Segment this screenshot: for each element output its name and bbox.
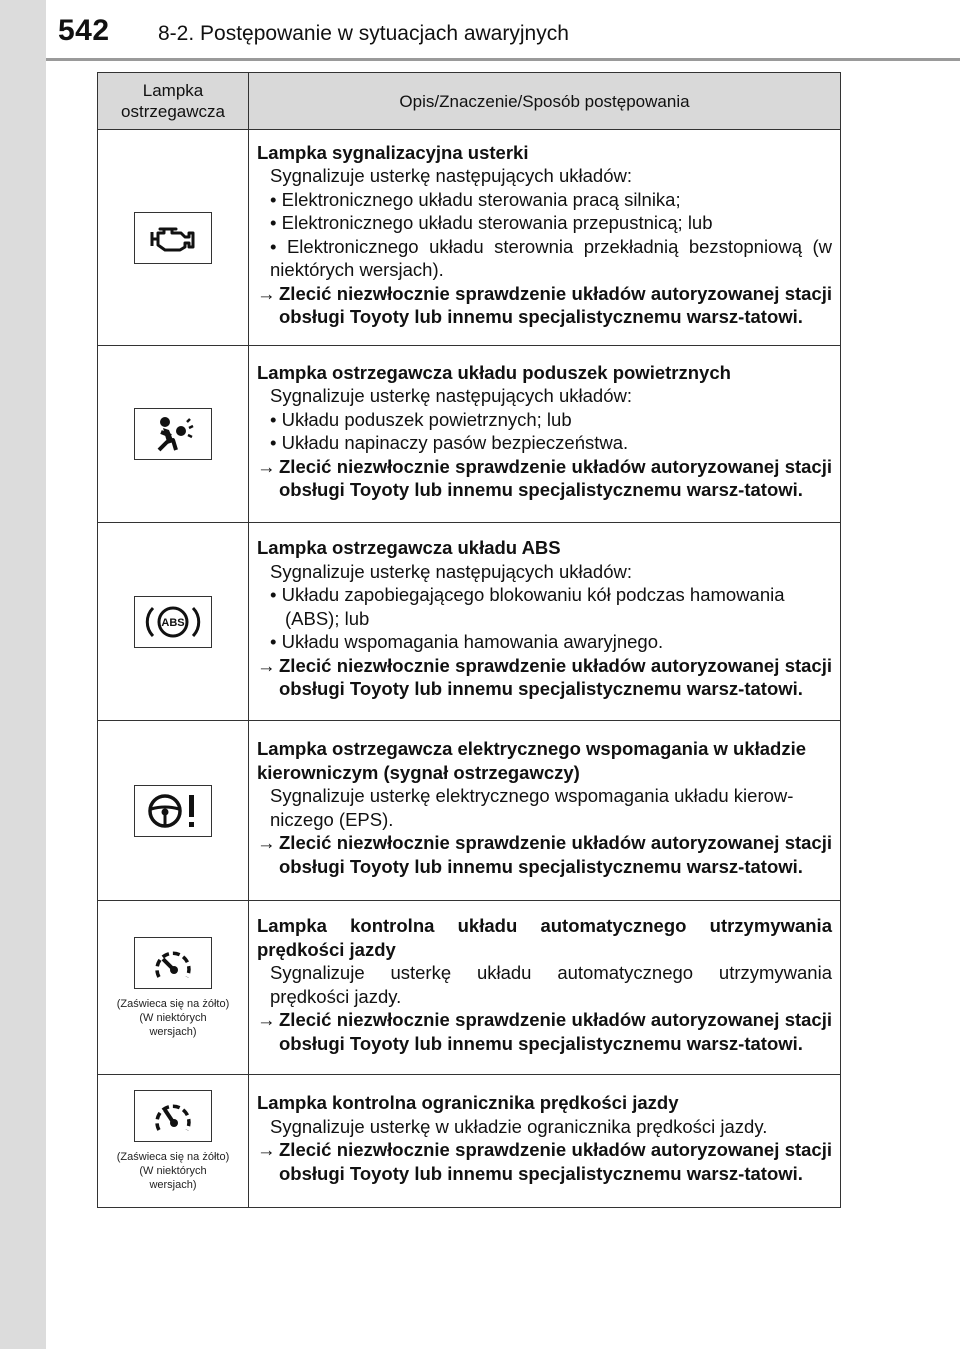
entry-intro: Sygnalizuje usterkę następujących układów: — [270, 560, 632, 582]
table-row — [98, 721, 841, 901]
icon-note-line: (Zaświeca się na żółto) — [116, 997, 230, 1010]
table-header-row — [98, 73, 841, 130]
action-text: Zlecić niezwłocznie sprawdzenie układów autoryzowanej stacji obsługi Toyoty lub innemu specjalistycznemu warsz-tatowi. — [279, 455, 832, 500]
cruise-control-icon — [145, 943, 201, 983]
action-instruction — [257, 1008, 832, 1055]
description-cell — [249, 130, 841, 346]
description-cell — [249, 901, 841, 1075]
abs-warning-icon — [141, 600, 205, 644]
action-instruction — [257, 455, 832, 502]
action-instruction — [257, 282, 832, 329]
action-instruction — [257, 831, 832, 878]
icon-note-line: (W niektórych — [139, 1011, 207, 1024]
icon-frame — [134, 408, 212, 460]
table-row — [98, 346, 841, 523]
table-row — [98, 901, 841, 1075]
list-item: • Układu poduszek powietrznych; lub — [270, 408, 572, 430]
list-item: • Elektronicznego układu sterowania pracą silnika; — [270, 188, 681, 210]
table-row — [98, 523, 841, 721]
page-margin-band — [0, 0, 46, 1349]
page-header — [46, 0, 960, 61]
speed-limiter-icon — [145, 1096, 201, 1136]
description-cell — [249, 346, 841, 523]
warning-lights-table-container — [97, 72, 841, 1208]
arrow-icon: → — [257, 1009, 276, 1030]
icon-note-line: (W niektórych — [139, 1165, 207, 1177]
icon-cell — [98, 346, 249, 523]
list-item: • Układu zapobiegającego blokowaniu kół podczas hamowania — [270, 584, 785, 606]
icon-frame — [134, 596, 212, 648]
arrow-icon: → — [257, 832, 276, 853]
icon-note-line: wersjach) — [149, 1179, 197, 1191]
engine-malfunction-icon — [143, 220, 203, 256]
list-item: • Układu wspomagania hamowania awaryjnego. — [270, 631, 664, 653]
icon-cell — [98, 523, 249, 721]
icon-cell — [98, 130, 249, 346]
arrow-icon: → — [257, 455, 276, 477]
entry-intro: Sygnalizuje usterkę układu automatycznego utrzymywania prędkości jazdy. — [270, 962, 832, 1007]
table-row — [98, 1075, 841, 1208]
entry-title: Lampka kontrolna ogranicznika prędkości jazdy — [257, 1092, 679, 1113]
warning-lights-table — [97, 72, 841, 1208]
page-number: 542 — [58, 14, 110, 47]
entry-intro: Sygnalizuje usterkę w układzie ogranicznika prędkości jazdy. — [270, 1115, 768, 1137]
column-header-description: Opis/Znaczenie/Sposób postępowania — [249, 73, 841, 130]
abs-icon-label: ABS — [161, 616, 185, 629]
column-header-lamp: Lampka ostrzegawcza — [98, 73, 249, 130]
description-cell — [249, 1075, 841, 1208]
list-item: • Elektronicznego układu sterowania przepustnicą; lub — [270, 212, 713, 233]
entry-title: Lampka ostrzegawcza układu poduszek powietrznych — [257, 361, 731, 383]
description-cell — [249, 721, 841, 901]
icon-note-line: (Zaświeca się na żółto) — [116, 1151, 230, 1163]
icon-frame — [134, 937, 212, 989]
entry-intro: Sygnalizuje usterkę następujących układów: — [270, 165, 632, 186]
section-title: 8-2. Postępowanie w sytuacjach awaryjnych — [158, 22, 569, 45]
action-instruction — [257, 1138, 832, 1185]
action-text: Zlecić niezwłocznie sprawdzenie układów autoryzowanej stacji obsługi Toyoty lub innemu specjalistycznemu warsz-tatowi. — [279, 654, 832, 700]
action-text: Zlecić niezwłocznie sprawdzenie układów autoryzowanej stacji obsługi Toyoty lub innemu specjalistycznemu warsz-tatowi. — [279, 282, 832, 327]
icon-note-line: wersjach) — [149, 1025, 197, 1038]
arrow-icon: → — [257, 282, 276, 304]
entry-title: Lampka ostrzegawcza elektrycznego wspomagania w układzie kierowniczym (sygnał ostrzegawczy) — [257, 738, 807, 783]
icon-frame — [134, 1090, 212, 1142]
arrow-icon: → — [257, 1139, 276, 1160]
entry-intro: Sygnalizuje usterkę następujących układów: — [270, 385, 632, 406]
description-cell — [249, 523, 841, 721]
action-text: Zlecić niezwłocznie sprawdzenie układów autoryzowanej stacji obsługi Toyoty lub innemu specjalistycznemu warsz-tatowi. — [279, 1009, 832, 1054]
list-item: • Układu napinaczy pasów bezpieczeństwa. — [270, 432, 629, 453]
icon-cell — [98, 901, 249, 1075]
airbag-warning-icon — [143, 414, 203, 454]
icon-frame — [134, 212, 212, 264]
table-row — [98, 130, 841, 346]
entry-title: Lampka kontrolna układu automatycznego utrzymywania prędkości jazdy — [257, 915, 832, 960]
action-text: Zlecić niezwłocznie sprawdzenie układów autoryzowanej stacji obsługi Toyoty lub innemu specjalistycznemu warsz-tatowi. — [279, 832, 832, 877]
action-instruction — [257, 654, 832, 701]
entry-title: Lampka ostrzegawcza układu ABS — [257, 537, 561, 559]
icon-note — [98, 997, 248, 1039]
arrow-icon: → — [257, 654, 276, 676]
entry-title: Lampka sygnalizacyjna usterki — [257, 141, 529, 163]
icon-note — [98, 1150, 248, 1192]
action-text: Zlecić niezwłocznie sprawdzenie układów autoryzowanej stacji obsługi Toyoty lub innemu specjalistycznemu warsz-tatowi. — [279, 1139, 832, 1184]
list-item-continuation: (ABS); lub — [285, 607, 370, 629]
list-item: • Elektronicznego układu sterownia przekładnią bezstopniową (w niektórych wersjach). — [270, 235, 832, 280]
entry-intro: Sygnalizuje usterkę elektrycznego wspomagania układu kierow-niczego (EPS). — [270, 785, 794, 830]
icon-cell — [98, 1075, 249, 1208]
icon-cell — [98, 721, 249, 901]
eps-steering-warning-icon — [141, 789, 205, 833]
icon-frame — [134, 785, 212, 837]
